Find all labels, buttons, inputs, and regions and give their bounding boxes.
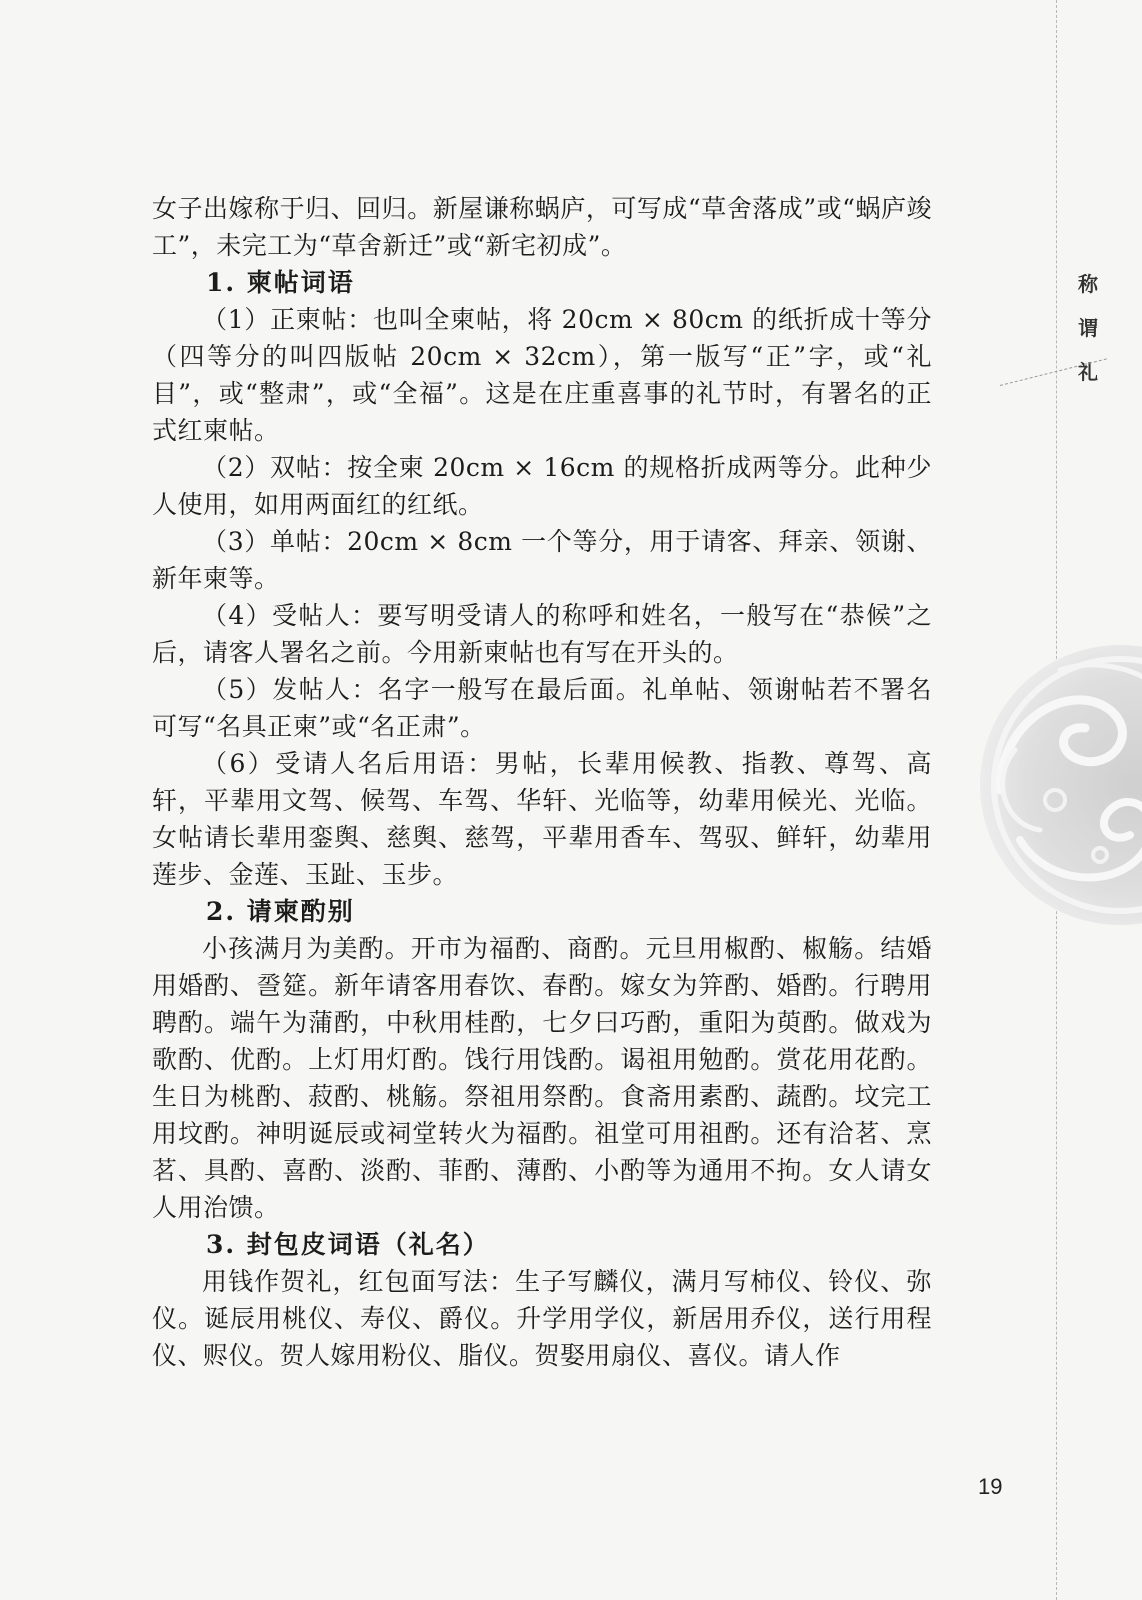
section-heading-2: 2. 请柬酌别	[206, 897, 355, 926]
chapter-side-tab	[1058, 262, 1118, 394]
paragraph-3: （2）双帖：按全柬 20cm × 16cm 的规格折成两等分。此种少人使用，如用两面红的红纸。	[152, 453, 932, 519]
paragraph-4: （3）单帖：20cm × 8cm 一个等分，用于请客、拜亲、领谢、新年柬等。	[152, 527, 932, 593]
section-heading-3: 3. 封包皮词语（礼名）	[206, 1230, 490, 1259]
page-number: 19	[978, 1474, 1003, 1499]
paragraph-7: （6）受请人名后用语：男帖，长辈用候教、指教、尊驾、高轩，平辈用文驾、候驾、车驾、华轩、光临等，幼辈用候光、光临。女帖请长辈用銮舆、慈舆、慈驾，平辈用香车、驾驭、鲜轩，幼辈用莲步、金莲、玉趾、玉步。	[152, 749, 932, 889]
decorative-ornament-icon	[960, 640, 1142, 930]
paragraph-1: 女子出嫁称于归、回归。新屋谦称蜗庐，可写成“草舍落成”或“蜗庐竣工”，未完工为“草舍新迁”或“新宅初成”。	[152, 194, 932, 260]
side-tab-char-1: 称	[1078, 272, 1098, 296]
side-tab-char-2: 谓	[1078, 316, 1098, 340]
paragraph-6: （5）发帖人：名字一般写在最后面。礼单帖、领谢帖若不署名可写“名具正柬”或“名正肃”。	[152, 675, 932, 741]
paragraph-2: （1）正柬帖：也叫全柬帖，将 20cm × 80cm 的纸折成十等分（四等分的叫四版帖 20cm × 32cm），第一版写“正”字，或“礼目”，或“整肃”，或“全福”。这是在庄重喜事的礼节时，有署名的正式红柬帖。	[152, 305, 933, 445]
section-heading-1: 1. 柬帖词语	[206, 268, 355, 297]
side-tab-char-3: 礼	[1078, 360, 1098, 384]
paragraph-5: （4）受帖人：要写明受请人的称呼和姓名，一般写在“恭候”之后，请客人署名之前。今用新柬帖也有写在开头的。	[152, 601, 932, 667]
paragraph-9: 用钱作贺礼，红包面写法：生子写麟仪，满月写柿仪、铃仪、弥仪。诞辰用桃仪、寿仪、爵仪。升学用学仪，新居用乔仪，送行用程仪、赆仪。贺人嫁用粉仪、脂仪。贺娶用扇仪、喜仪。请人作	[152, 1267, 932, 1370]
body-text	[152, 190, 932, 1374]
paragraph-8: 小孩满月为美酌。开市为福酌、商酌。元旦用椒酌、椒觞。结婚用婚酌、巹筵。新年请客用春饮、春酌。嫁女为笄酌、婚酌。行聘用聘酌。端午为蒲酌，中秋用桂酌，七夕曰巧酌，重阳为萸酌。做戏为歌酌、优酌。上灯用灯酌。饯行用饯酌。谒祖用勉酌。赏花用花酌。生日为桃酌、菽酌、桃觞。祭祖用祭酌。食斋用素酌、蔬酌。坟完工用坟酌。神明诞辰或祠堂转火为福酌。祖堂可用祖酌。还有洽茗、烹茗、具酌、喜酌、淡酌、菲酌、薄酌、小酌等为通用不拘。女人请女人用治馈。	[152, 934, 932, 1222]
